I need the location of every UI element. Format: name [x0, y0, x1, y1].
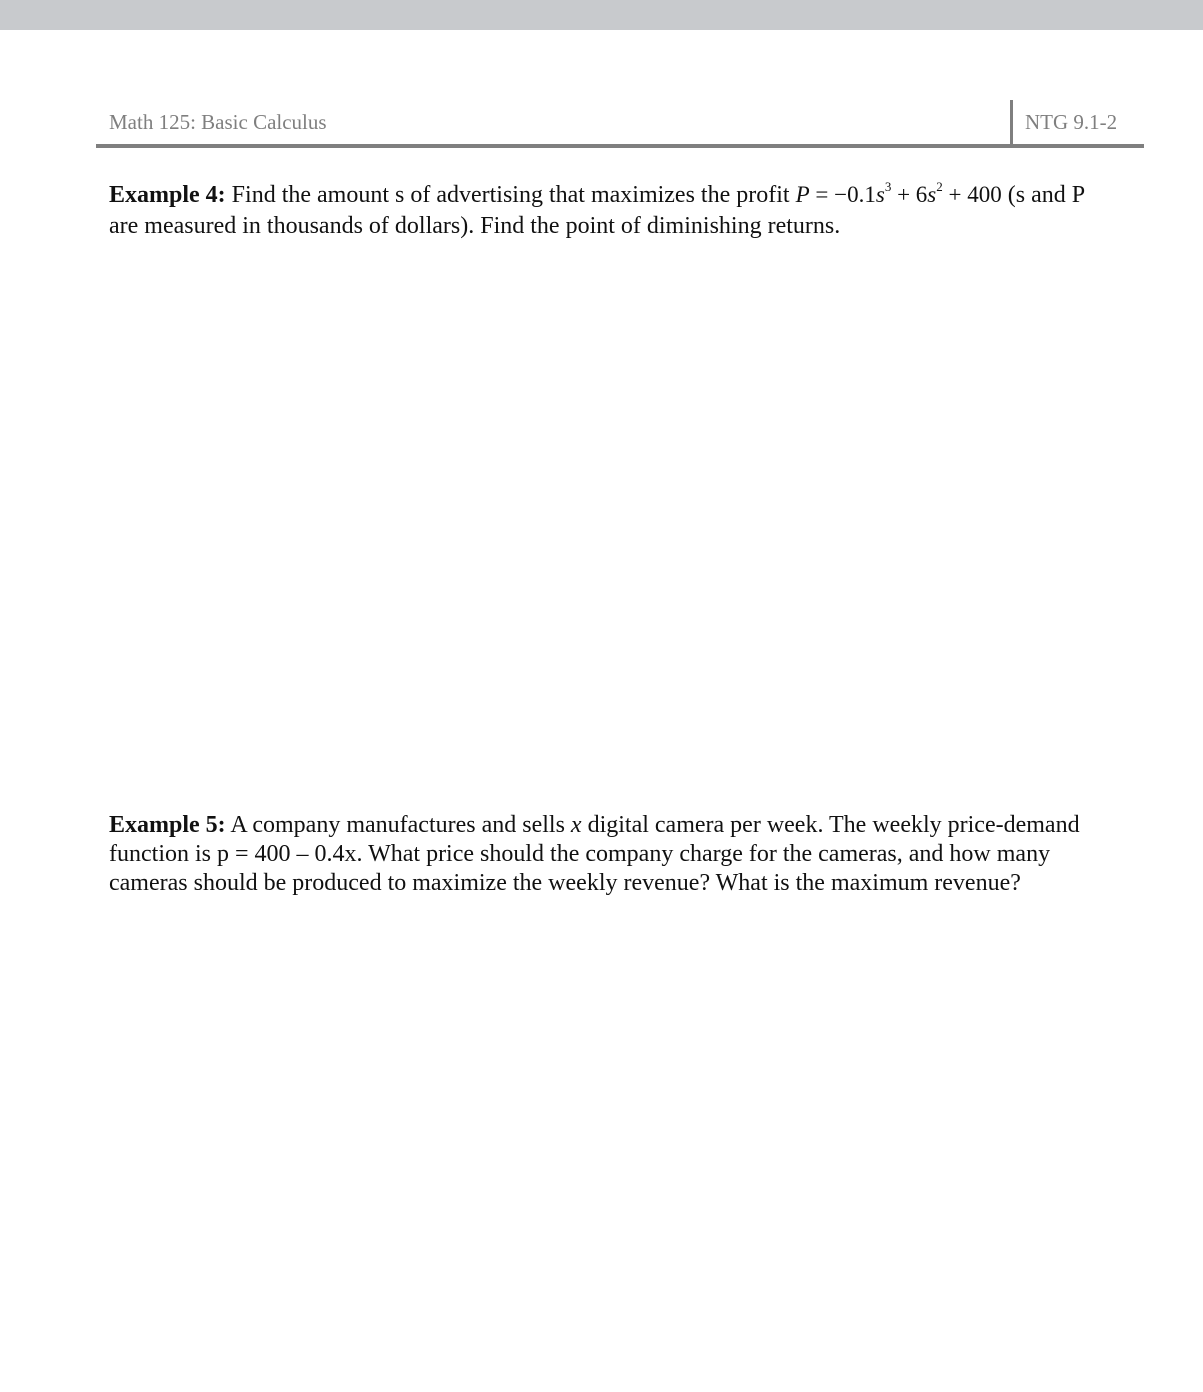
formula-term2: + 6: [891, 182, 928, 207]
formula-lhs: P: [795, 182, 810, 207]
example-4-label: Example 4:: [109, 182, 226, 208]
course-title: Math 125: Basic Calculus: [109, 110, 327, 134]
example-5-variable: x: [570, 812, 582, 838]
top-bar: [0, 0, 1203, 30]
formula-eq: =: [809, 182, 835, 207]
formula-term3: + 400: [942, 182, 1002, 207]
section-code: NTG 9.1-2: [1025, 110, 1118, 134]
example-4-text-start: Find the amount s of advertising that maximizes the profit: [225, 182, 796, 208]
header-rule: [96, 144, 1144, 148]
example-4: [109, 180, 1119, 241]
formula-exp2: 2: [936, 179, 943, 194]
document-page: [0, 30, 1203, 1392]
formula-term1: −0.1: [834, 182, 876, 207]
example-5-text-end: digital camera per week. The weekly price-demand function is p = 400 – 0.4x. What price should the company charge for the cameras, and how many cameras should be produced to maximize the weekly revenue? What is the maximum revenue?: [109, 812, 1080, 896]
header-divider: [1010, 100, 1013, 145]
formula-var2: s: [927, 182, 937, 207]
example-4-text-end: (s and P are measured in thousands of dollars). Find the point of diminishing returns.: [109, 182, 1085, 239]
example-5: [109, 811, 1119, 898]
formula-exp1: 3: [884, 179, 892, 194]
example-5-text-start: A company manufactures and sells: [225, 812, 571, 838]
example-5-label: Example 5:: [109, 812, 226, 838]
profit-formula: [795, 179, 1002, 207]
formula-var1: s: [875, 182, 885, 207]
